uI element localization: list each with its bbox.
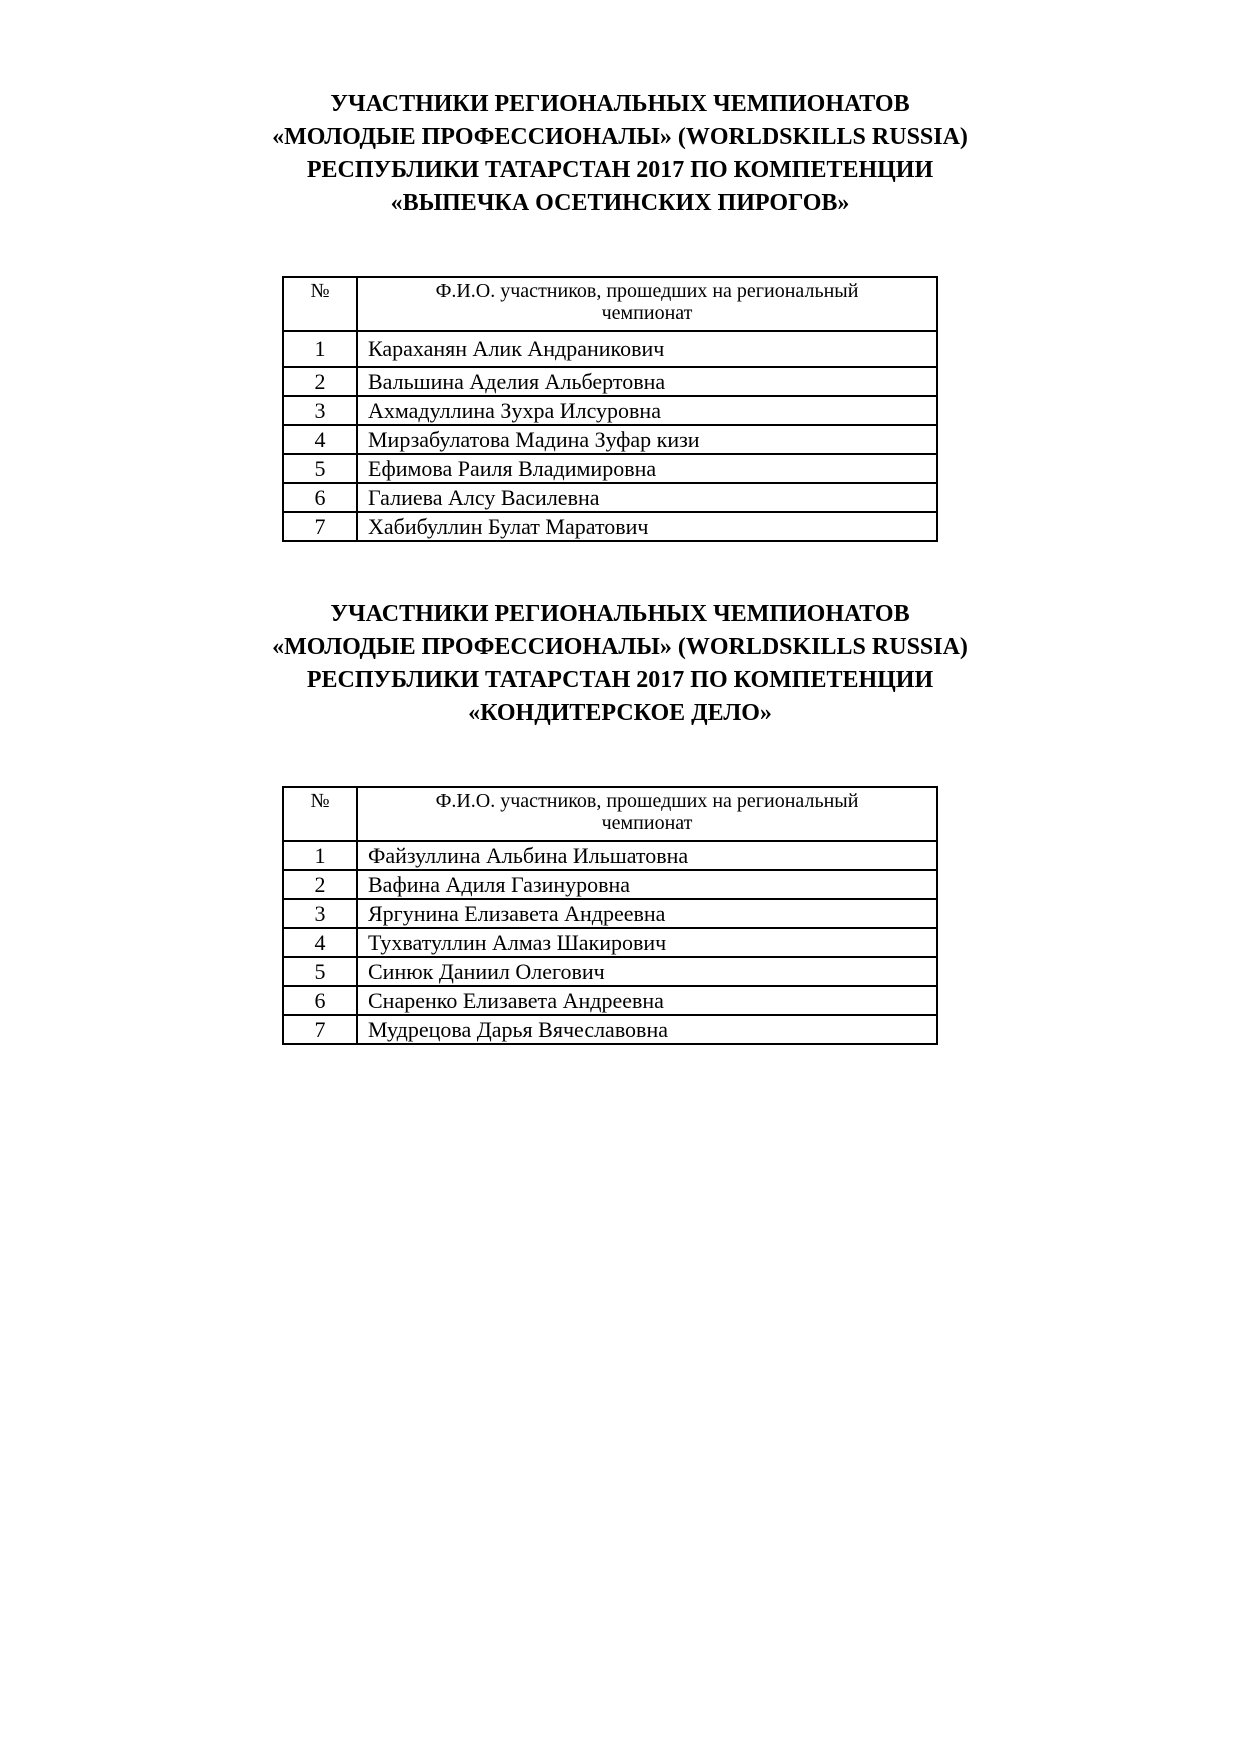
- row-number: 5: [283, 454, 357, 483]
- row-number: 4: [283, 425, 357, 454]
- heading-line: УЧАСТНИКИ РЕГИОНАЛЬНЫХ ЧЕМПИОНАТОВ: [330, 601, 910, 627]
- row-number: 6: [283, 483, 357, 512]
- participant-name: Ахмадуллина Зухра Илсуровна: [357, 396, 937, 425]
- table-row: [283, 454, 937, 483]
- heading-line: РЕСПУБЛИКИ ТАТАРСТАН 2017 ПО КОМПЕТЕНЦИИ: [306, 667, 934, 693]
- participant-name: Мирзабулатова Мадина Зуфар кизи: [357, 425, 937, 454]
- section-heading: [0, 598, 1240, 730]
- table-header-row: [283, 277, 937, 331]
- table-row: [283, 512, 937, 541]
- table-row: [283, 957, 937, 986]
- row-number: 4: [283, 928, 357, 957]
- name-header-line: Ф.И.О. участников, прошедших на региональный: [435, 280, 859, 302]
- name-header-line: чемпионат: [601, 812, 693, 834]
- heading-line: «МОЛОДЫЕ ПРОФЕССИОНАЛЫ» (WORLDSKILLS RUSSIA): [272, 124, 968, 150]
- table-row: [283, 483, 937, 512]
- number-column-header: №: [283, 277, 357, 331]
- participant-name: Синюк Даниил Олегович: [357, 957, 937, 986]
- table-row: [283, 425, 937, 454]
- section-heading: [0, 88, 1240, 220]
- row-number: 7: [283, 1015, 357, 1044]
- name-column-header: [357, 787, 937, 841]
- section-confectionery: [0, 598, 1240, 1042]
- heading-line: «МОЛОДЫЕ ПРОФЕССИОНАЛЫ» (WORLDSKILLS RUSSIA): [272, 634, 968, 660]
- row-number: 1: [283, 331, 357, 367]
- row-number: 2: [283, 367, 357, 396]
- table-row: [283, 841, 937, 870]
- name-column-header: [357, 277, 937, 331]
- heading-line: «КОНДИТЕРСКОЕ ДЕЛО»: [468, 700, 772, 726]
- heading-line: «ВЫПЕЧКА ОСЕТИНСКИХ ПИРОГОВ»: [390, 190, 850, 216]
- participant-name: Вафина Адиля Газинуровна: [357, 870, 937, 899]
- table-row: [283, 986, 937, 1015]
- participant-name: Мудрецова Дарья Вячеславовна: [357, 1015, 937, 1044]
- table-row: [283, 367, 937, 396]
- participant-name: Караханян Алик Андраникович: [357, 331, 937, 367]
- name-header-line: чемпионат: [601, 302, 693, 324]
- participant-name: Снаренко Елизавета Андреевна: [357, 986, 937, 1015]
- table-row: [283, 396, 937, 425]
- row-number: 7: [283, 512, 357, 541]
- row-number: 3: [283, 899, 357, 928]
- participant-name: Галиева Алсу Василевна: [357, 483, 937, 512]
- participants-table: [282, 276, 938, 542]
- participant-name: Тухватуллин Алмаз Шакирович: [357, 928, 937, 957]
- participants-table: [282, 786, 938, 1045]
- row-number: 3: [283, 396, 357, 425]
- table-row: [283, 928, 937, 957]
- table-row: [283, 331, 937, 367]
- name-header-line: Ф.И.О. участников, прошедших на региональный: [435, 790, 859, 812]
- table-row: [283, 870, 937, 899]
- number-column-header: №: [283, 787, 357, 841]
- table-header-row: [283, 787, 937, 841]
- participant-name: Ефимова Раиля Владимировна: [357, 454, 937, 483]
- row-number: 5: [283, 957, 357, 986]
- table-row: [283, 1015, 937, 1044]
- participant-name: Файзуллина Альбина Ильшатовна: [357, 841, 937, 870]
- participant-name: Хабибуллин Булат Маратович: [357, 512, 937, 541]
- section-osetian-pies: [0, 88, 1240, 539]
- participant-name: Вальшина Аделия Альбертовна: [357, 367, 937, 396]
- table-row: [283, 899, 937, 928]
- row-number: 6: [283, 986, 357, 1015]
- row-number: 2: [283, 870, 357, 899]
- heading-line: УЧАСТНИКИ РЕГИОНАЛЬНЫХ ЧЕМПИОНАТОВ: [330, 91, 910, 117]
- heading-line: РЕСПУБЛИКИ ТАТАРСТАН 2017 ПО КОМПЕТЕНЦИИ: [306, 157, 934, 183]
- row-number: 1: [283, 841, 357, 870]
- participant-name: Яргунина Елизавета Андреевна: [357, 899, 937, 928]
